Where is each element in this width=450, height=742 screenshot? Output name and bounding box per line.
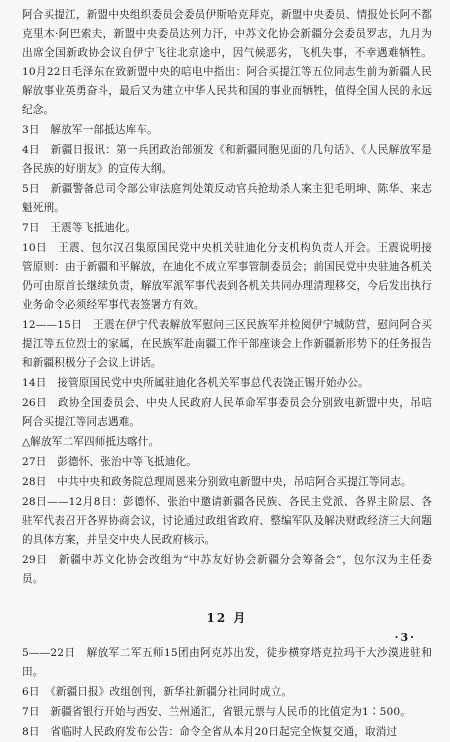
entry-text: 27日 彭德怀、张治中等飞抵迪化。	[22, 456, 197, 468]
entry-text: 28日 中共中央和政务院总理周恩来分别致电新盟中央，吊唁阿合买提江等同志。	[22, 476, 412, 488]
month-heading: 12 月	[206, 611, 248, 625]
entry-text: 4日 新疆日报讯：第一兵团政治部颁发《和新疆同胞见面的几句话》、《人民解放军是各民族的好朋友》的宣传大纲。	[22, 144, 432, 175]
entry-text: 12——15日 王震在伊宁代表解放军慰问三区民族军并检阅伊宁城防营，慰问阿合买提江等五位烈士的家属，在民族军赴南疆工作干部座谈会上作新疆新形势下的任务报告和新疆积极分子会议上讲话。	[22, 319, 432, 369]
entry-text: 14日 接管原国民党中央所属驻迪化各机关军事总代表饶正锡开始办公。	[22, 377, 369, 389]
entry-text: 7日 新疆省银行开始与西安、兰州通汇，省银元票与人民币的比值定为1∶500。	[22, 706, 411, 718]
entry-text: 26日 政协全国委员会、中央人民政府人民革命军事委员会分别致电新盟中央，吊唁阿合买提江等同志遇难。	[22, 397, 432, 428]
entry-text: 3日 解放军一部抵达库车。	[22, 124, 158, 136]
entry-text: 5日 新疆警备总司令部公审法庭判处策反动官兵抢劫杀人案主犯毛明坤、陈华、来志魁死刑。	[22, 183, 432, 214]
entry-text: 29日 新疆中苏文化协会改组为“中苏友好协会新疆分会筹备会”，包尔汉为主任委员。	[22, 554, 432, 585]
entry-text: 7日 王震等飞抵迪化。	[22, 222, 137, 234]
entries-december	[22, 644, 432, 742]
entry-text: 8日 省临时人民政府发布公告：命令全省从本月20日起完全恢复交通，取消过	[22, 726, 398, 738]
page-number: ·3·	[394, 631, 416, 644]
entries-november	[22, 6, 432, 589]
entry-text: 28日——12月8日：彭德怀、张治中邀请新疆各民族、各民主党派、各界主阶层、各驻军代表召开各界协商会议，讨论通过政组省政府、整编军队及解决财政经济三大问题的具体方案，并呈交中央人民政府核示。	[22, 496, 432, 546]
entry-text: △解放军二军四师抵达喀什。	[22, 436, 160, 448]
entry-text: 6日 《新疆日报》改组创刊，新华社新疆分社同时成立。	[22, 686, 293, 698]
entry-text: 阿合买提江，新盟中央组织委员会委员伊斯哈克拜克，新盟中央委员、情报处长阿不都克里木·阿巴索夫，新盟中央委员达列力汗，中苏文化协会新疆分会委员罗志，九月为出席全国新政协会议自伊宁飞往北京途中，因气候恶劣，飞机失事，不幸遇难牺牲。10月22日毛泽东在致新盟中央的唁电中指出：阿合买提江等五位同志生前为新疆人民解放事业英勇奋斗，最后又为建立中华人民共和国的事业而牺牲，值得全国人民的永远纪念。	[22, 9, 432, 116]
entry-text: 5——22日 解放军二军五师15团由阿克苏出发，徒步横穿塔克拉玛干大沙漠进驻和田。	[22, 647, 432, 678]
entry-text: 10日 王震、包尔汉召集原国民党中央机关驻迪化分支机构负责人开会。王震说明接管原则：由于新疆和平解放，在迪化不成立军事管制委员会；前国民党中央驻迪各机关仍可由原首长继续负责，解放军派军事代表到各机关共同办理清理移交，今后发出执行业务命令必须经军事代表签署方有效。	[22, 242, 432, 311]
